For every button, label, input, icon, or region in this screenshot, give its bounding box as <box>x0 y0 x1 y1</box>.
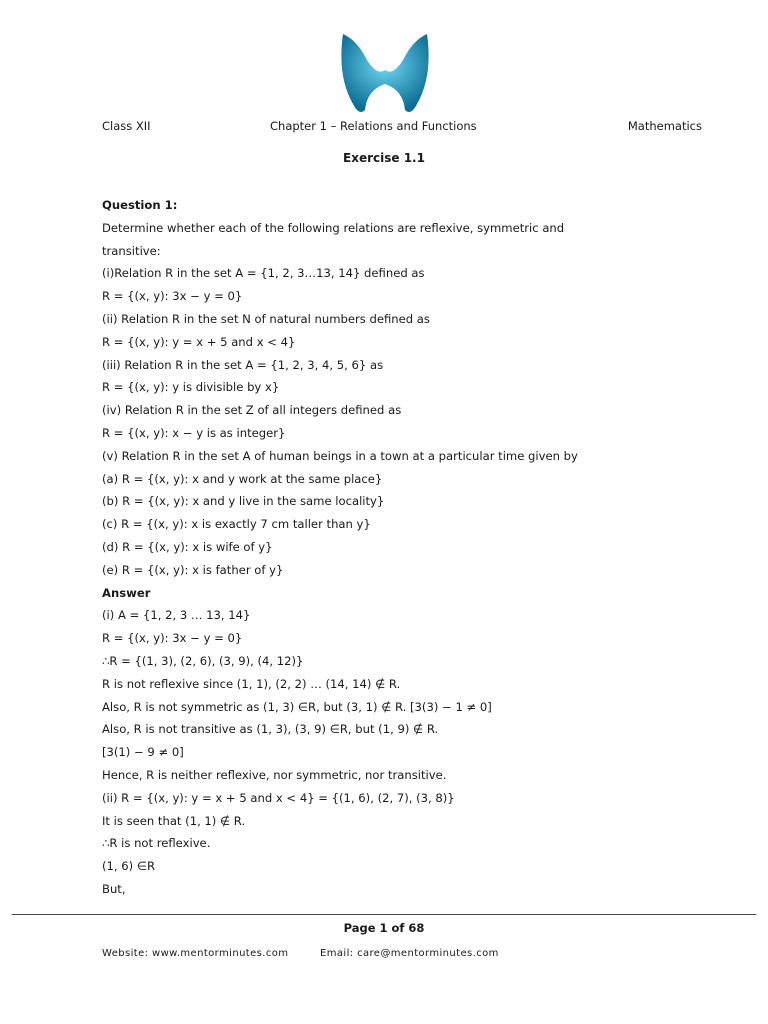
text-line: R = {(x, y): y = x + 5 and x < 4} <box>102 334 296 349</box>
text-line: (i)Relation R in the set A = {1, 2, 3…13, 14} defined as <box>102 266 425 281</box>
text-line: Question 1: <box>102 198 178 212</box>
text-line: (c) R = {(x, y): x is exactly 7 cm taller than y} <box>102 517 371 532</box>
text-line: (e) R = {(x, y): x is father of y} <box>102 562 284 577</box>
mentor-minutes-logo <box>335 26 435 120</box>
header-chapter: Chapter 1 – Relations and Functions <box>270 119 477 133</box>
text-line: Determine whether each of the following relations are reflexive, symmetric and <box>102 220 565 235</box>
text-line: R is not reflexive since (1, 1), (2, 2) … (14, 14) ∉ R. <box>102 676 401 691</box>
text-line: Hence, R is neither reflexive, nor symmetric, nor transitive. <box>102 767 447 782</box>
text-line: (i) A = {1, 2, 3 … 13, 14} <box>102 608 251 623</box>
header-subject: Mathematics <box>627 119 702 133</box>
document-body <box>102 194 702 901</box>
text-line: transitive: <box>102 243 161 258</box>
text-line: [3(1) − 9 ≠ 0] <box>102 745 184 760</box>
page-header <box>102 119 702 135</box>
text-line: R = {(x, y): x − y is as integer} <box>102 425 286 440</box>
text-line: (ii) Relation R in the set N of natural numbers defined as <box>102 311 430 326</box>
exercise-title: Exercise 1.1 <box>343 151 425 165</box>
text-line: It is seen that (1, 1) ∉ R. <box>102 813 246 828</box>
text-line: (1, 6) ∈R <box>102 859 156 874</box>
text-line: R = {(x, y): 3x − y = 0} <box>102 289 243 304</box>
text-line: Answer <box>102 585 151 600</box>
footer-email: Email: care@mentorminutes.com <box>320 948 499 959</box>
text-line: Also, R is not symmetric as (1, 3) ∈R, but (3, 1) ∉ R. [3(3) − 1 ≠ 0] <box>102 699 492 714</box>
text-line: Also, R is not transitive as (1, 3), (3, 9) ∈R, but (1, 9) ∉ R. <box>102 722 439 737</box>
text-line: (iii) Relation R in the set A = {1, 2, 3, 4, 5, 6} as <box>102 357 384 372</box>
header-class: Class XII <box>102 119 151 133</box>
text-line: R = {(x, y): 3x − y = 0} <box>102 631 243 646</box>
text-line: (ii) R = {(x, y): y = x + 5 and x < 4} = {(1, 6), (2, 7), (3, 8)} <box>102 790 455 805</box>
text-line: (a) R = {(x, y): x and y work at the same place} <box>102 471 383 486</box>
text-line: (iv) Relation R in the set Z of all integers defined as <box>102 403 402 418</box>
text-line: (b) R = {(x, y): x and y live in the same locality} <box>102 494 385 509</box>
text-line: But, <box>102 881 126 896</box>
text-line: R = {(x, y): y is divisible by x} <box>102 380 280 395</box>
text-line: ∴R = {(1, 3), (2, 6), (3, 9), (4, 12)} <box>102 653 304 668</box>
footer-divider <box>12 914 756 915</box>
text-line: (v) Relation R in the set A of human beings in a town at a particular time given by <box>102 448 578 463</box>
text-line: ∴R is not reflexive. <box>102 836 211 851</box>
page-number: Page 1 of 68 <box>343 921 425 935</box>
footer-website: Website: www.mentorminutes.com <box>102 948 289 959</box>
text-line: (d) R = {(x, y): x is wife of y} <box>102 539 273 554</box>
